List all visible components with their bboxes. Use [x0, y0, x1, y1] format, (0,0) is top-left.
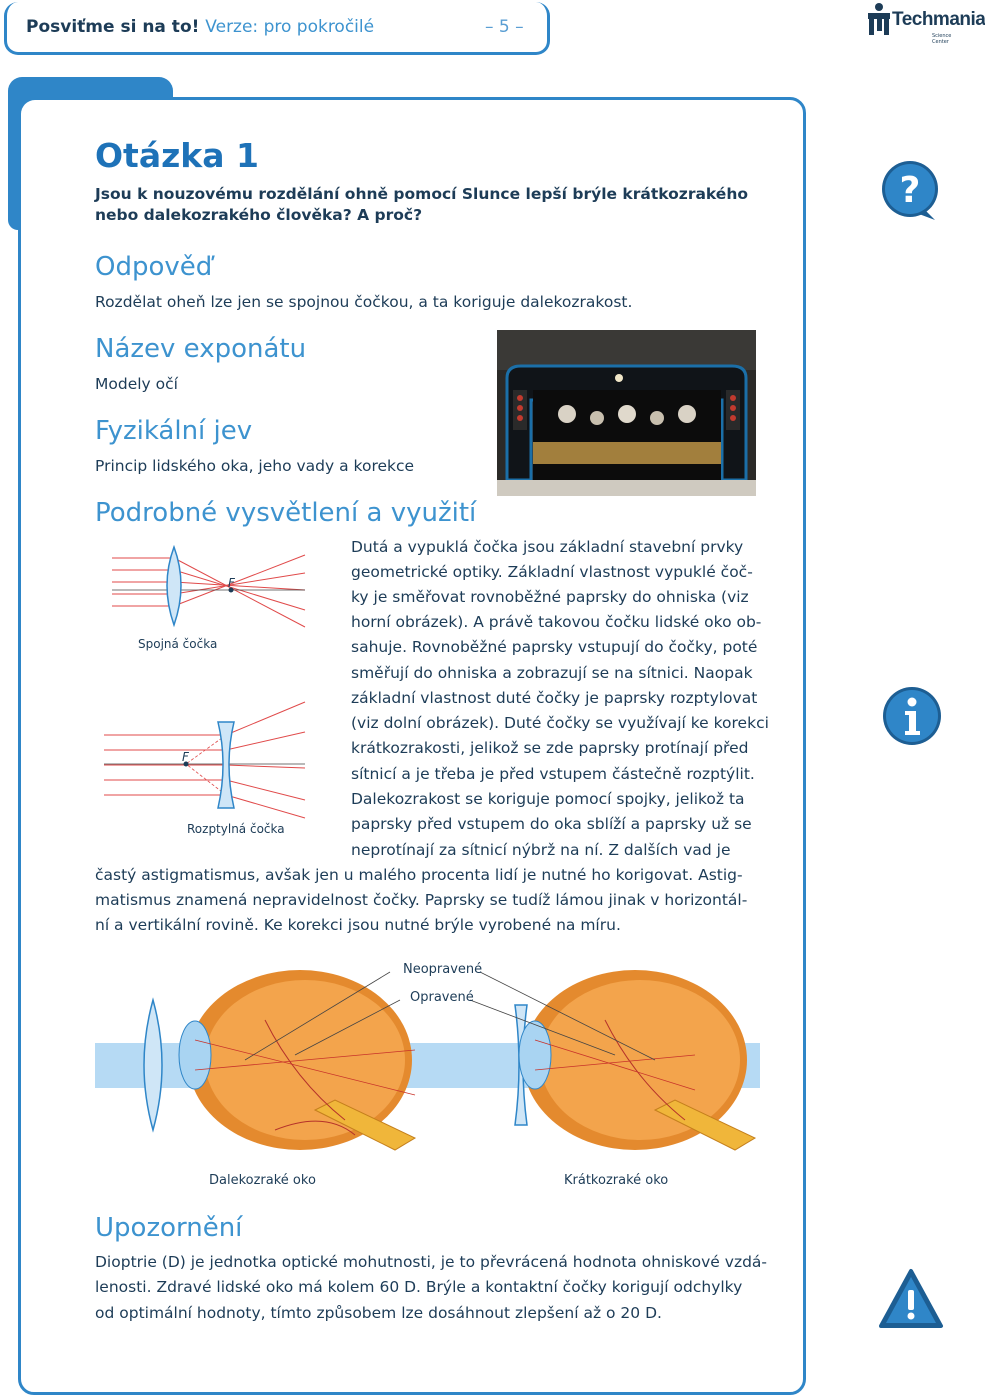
explanation-line: častý astigmatismus, avšak jen u malého procenta lidí je nutné ho korigovat. Astig- [95, 866, 743, 884]
header-title-light: Verze: pro pokročilé [205, 17, 375, 37]
warning-icon [879, 1268, 941, 1330]
warning-line: od optimální hodnoty, tímto způsobem lze dosáhnout zlepšení až o 20 D. [95, 1304, 662, 1322]
card-tab-mask [21, 100, 321, 130]
answer-heading: Odpověď [95, 252, 213, 282]
explanation-line: (viz dolní obrázek). Duté čočky se využívají ke korekci [351, 714, 769, 732]
concave-focus-label: F [182, 750, 189, 764]
phenomenon-heading: Fyzikální jev [95, 416, 253, 446]
eyes-diagram [95, 960, 760, 1150]
question-line-2: nebo dalekozrakého člověka? A proč? [95, 206, 423, 224]
explanation-line: paprsky před vstupem do oka sblíží a paprsky už se [351, 815, 752, 833]
explanation-line: horní obrázek). A právě takovou čočku lidské oko ob- [351, 613, 762, 631]
question-line-1: Jsou k nouzovému rozdělání ohně pomocí Slunce lepší brýle krátkozrakého [95, 185, 749, 203]
explanation-line: neprotínají za sítnicí nýbrž na ní. Z dalších vad je [351, 841, 731, 859]
concave-lens-caption: Rozptylná čočka [187, 822, 285, 836]
warning-line: Dioptrie (D) je jednotka optické mohutnosti, je to převrácená hodnota ohniskové vzdá- [95, 1253, 768, 1271]
phenomenon-text: Princip lidského oka, jeho vady a korekce [95, 457, 415, 475]
explanation-heading: Podrobné vysvětlení a využití [95, 498, 477, 528]
explanation-line: ní a vertikální rovině. Ke korekci jsou nutné brýle vyrobené na míru. [95, 916, 621, 934]
explanation-line: krátkozrakosti, jelikož se zde paprsky protínají před [351, 739, 749, 757]
exhibit-photo [497, 330, 756, 496]
logo-text: Techmania [892, 9, 985, 30]
card-tab-edge [8, 100, 21, 230]
exhibit-heading: Název exponátu [95, 334, 307, 364]
header-title-strong: Posviťme si na to! [26, 17, 200, 37]
svg-text:?: ? [899, 170, 921, 211]
explanation-line: sítnicí a je třeba je před vstupem částečně rozptýlit. [351, 765, 755, 783]
page-number: – 5 – [485, 17, 524, 37]
explanation-line: ky je směřovat rovnoběžné paprsky do ohniska (viz [351, 588, 749, 606]
question-heading: Otázka 1 [95, 136, 259, 175]
convex-lens-caption: Spojná čočka [138, 637, 218, 651]
explanation-line: směřují do ohniska a zobrazují se na sítnici. Naopak [351, 664, 753, 682]
eye-label-uncorrected: Neopravené [403, 962, 483, 977]
exhibit-text: Modely očí [95, 375, 178, 393]
info-icon [881, 685, 943, 747]
explanation-line: sahuje. Rovnoběžné paprsky vstupují do čočky, poté [351, 638, 758, 656]
logo-subtitle: Science Center [932, 33, 952, 45]
warning-line: lenosti. Zdravé lidské oko má kolem 60 D. Brýle a kontaktní čočky korigují odchylky [95, 1278, 743, 1296]
explanation-line: Dutá a vypuklá čočka jsou základní stavební prvky [351, 538, 744, 556]
logo-figure-icon [866, 2, 892, 38]
explanation-line: geometrické optiky. Základní vlastnost vypuklé čoč- [351, 563, 753, 581]
explanation-line: základní vlastnost duté čočky je paprsky rozptylovat [351, 689, 758, 707]
eye-caption-near: Krátkozraké oko [564, 1173, 669, 1188]
explanation-line: Dalekozrakost se koriguje pomocí spojky, jelikož ta [351, 790, 745, 808]
eye-label-corrected: Opravené [410, 990, 474, 1005]
answer-text: Rozdělat oheň lze jen se spojnou čočkou, a ta koriguje dalekozrakost. [95, 293, 633, 311]
explanation-line: matismus znamená nepravidelnost čočky. Paprsky se tudíž lámou jinak v horizontál- [95, 891, 748, 909]
convex-focus-label: F [228, 576, 235, 590]
question-icon [879, 160, 941, 222]
header-title [26, 17, 374, 37]
warning-heading: Upozornění [95, 1213, 243, 1243]
eye-caption-far: Dalekozraké oko [209, 1173, 316, 1188]
concave-lens-diagram [100, 700, 310, 820]
